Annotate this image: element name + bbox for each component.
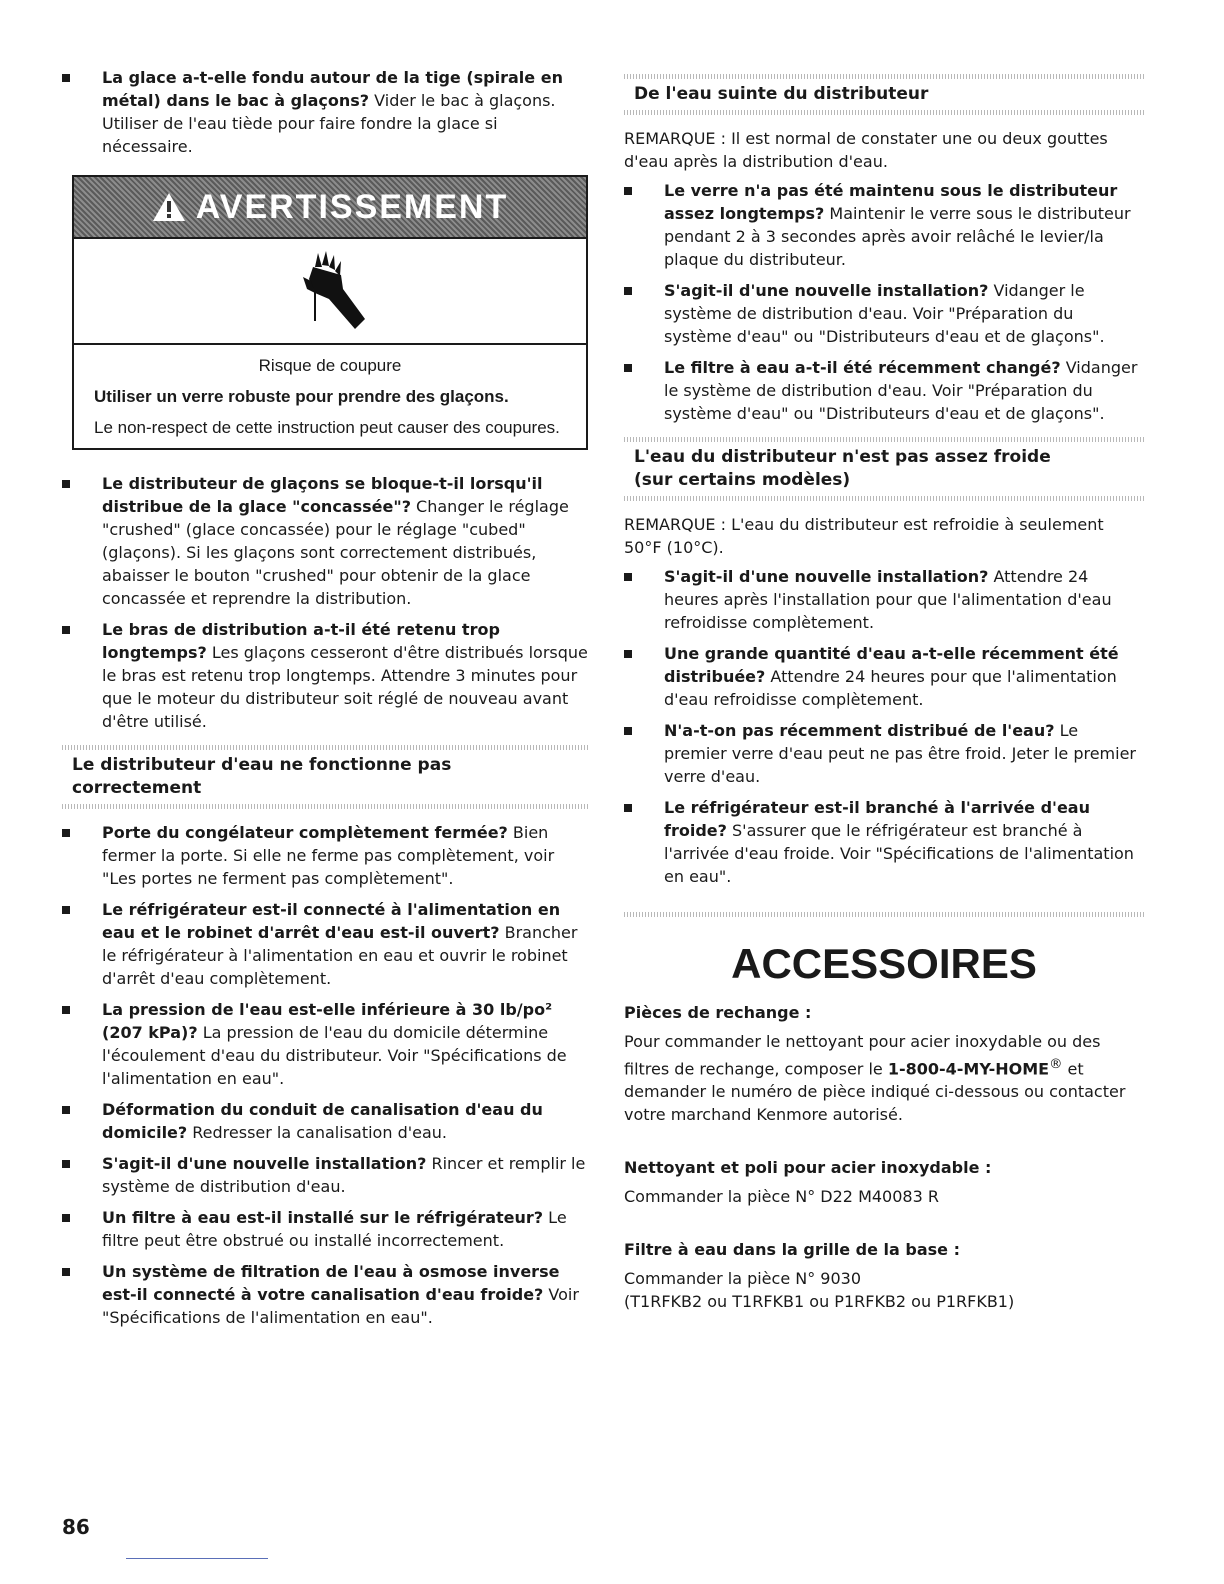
divider (62, 804, 588, 809)
warning-risk: Risque de coupure (258, 356, 402, 375)
list-item: Un système de filtration de l'eau à osmose inverse est-il connecté à votre canalisation d'eau froide? Voir "Spécifications de l'alimentation en eau". (62, 1260, 588, 1329)
filter-heading: Filtre à eau dans la grille de la base : (624, 1240, 960, 1260)
section-title: Le distributeur d'eau ne fonctionne pas correctement (72, 755, 452, 798)
left-column (62, 66, 588, 1337)
warning-box (72, 175, 588, 450)
section-title: L'eau du distributeur n'est pas assez froide (sur certains modèles) (634, 447, 1051, 490)
section-header (624, 437, 1144, 501)
section-title: De l'eau suinte du distributeur (634, 84, 929, 104)
list-item: La pression de l'eau est-elle inférieure à 30 lb/po² (207 kPa)? La pression de l'eau du domicile détermine l'écoulement d'eau du distributeur. Voir "Spécifications de l'alimentation en eau". (62, 998, 588, 1090)
warning-title: AVERTISSEMENT (195, 187, 509, 226)
top-list (62, 66, 588, 158)
divider (624, 496, 1144, 501)
filter-text: Commander la pièce N° 9030 (T1RFKB2 ou T1RFKB1 ou P1RFKB2 ou P1RFKB1) (624, 1269, 1015, 1312)
cut-hand-icon (285, 249, 375, 333)
list-item: S'agit-il d'une nouvelle installation? Vidanger le système de distribution d'eau. Voir "Préparation du système d'eau" ou "Distributeurs d'eau et de glaçons". (624, 279, 1144, 348)
list-item: Le filtre à eau a-t-il été récemment changé? Vidanger le système de distribution d'eau. Voir "Préparation du système d'eau" ou "Distributeurs d'eau et de glaçons". (624, 356, 1144, 425)
warning-instruction: Utiliser un verre robuste pour prendre des glaçons. (94, 387, 509, 406)
footer-line (126, 1558, 268, 1559)
page-number: 86 (62, 1515, 90, 1539)
cut-hazard-pictogram (74, 237, 586, 345)
leak-list (624, 179, 1144, 425)
warning-banner (74, 177, 586, 237)
list-item: S'agit-il d'une nouvelle installation? Attendre 24 heures après l'installation pour que l'alimentation d'eau refroidisse complètement. (624, 565, 1144, 634)
list-item: N'a-t-on pas récemment distribué de l'eau? Le premier verre d'eau peut ne pas être froid. Jeter le premier verre d'eau. (624, 719, 1144, 788)
list-item: Une grande quantité d'eau a-t-elle récemment été distribuée? Attendre 24 heures pour que l'alimentation d'eau refroidisse complètement. (624, 642, 1144, 711)
right-column (624, 74, 1144, 1313)
divider (624, 912, 1144, 917)
list-item: La glace a-t-elle fondu autour de la tige (spirale en métal) dans le bac à glaçons? Vider le bac à glaçons. Utiliser de l'eau tiède pour faire fondre la glace si nécessaire. (62, 66, 588, 158)
cleaner-heading: Nettoyant et poli pour acier inoxydable : (624, 1158, 992, 1178)
warning-consequence: Le non-respect de cette instruction peut causer des coupures. (94, 418, 560, 437)
list-item: Un filtre à eau est-il installé sur le réfrigérateur? Le filtre peut être obstrué ou installé incorrectement. (62, 1206, 588, 1252)
parts-paragraph: Pour commander le nettoyant pour acier inoxydable ou des filtres de rechange, composer le 1-800-4-MY-HOME® et demander le numéro de pièce indiqué ci-dessous ou contacter votre marchand Kenmore autorisé. (624, 1032, 1126, 1125)
ice-list (62, 472, 588, 733)
warning-triangle-icon (152, 192, 186, 222)
divider (624, 110, 1144, 115)
list-item: Le réfrigérateur est-il connecté à l'alimentation en eau et le robinet d'arrêt d'eau est-il ouvert? Brancher le réfrigérateur à l'alimentation en eau et ouvrir le robinet d'arrêt d'eau complètement. (62, 898, 588, 990)
section-header (624, 74, 1144, 115)
list-item: Déformation du conduit de canalisation d'eau du domicile? Redresser la canalisation d'eau. (62, 1098, 588, 1144)
list-item: Le distributeur de glaçons se bloque-t-il lorsqu'il distribue de la glace "concassée"? Changer le réglage "crushed" (glace concassée) pour le réglage "cubed" (glaçons). Si les glaçons sont correctement distribués, abaisser le bouton "crushed" pour obtenir de la glace concassée et reprendre la distribution. (62, 472, 588, 610)
list-item: Porte du congélateur complètement fermée? Bien fermer la porte. Si elle ne ferme pas complètement, voir "Les portes ne ferment pas complètement". (62, 821, 588, 890)
section-header (62, 745, 588, 809)
water-dispenser-list (62, 821, 588, 1329)
phone-number: 1-800-4-MY-HOME (887, 1059, 1050, 1079)
warning-body (74, 345, 586, 448)
list-item: Le bras de distribution a-t-il été retenu trop longtemps? Les glaçons cesseront d'être distribués lorsque le bras est retenu trop longtemps. Attendre 3 minutes pour que le moteur du distributeur soit réglé de nouveau avant d'être utilisé. (62, 618, 588, 733)
note: REMARQUE : L'eau du distributeur est refroidie à seulement 50°F (10°C). (624, 515, 1104, 557)
list-item: Le réfrigérateur est-il branché à l'arrivée d'eau froide? S'assurer que le réfrigérateur est branché à l'arrivée d'eau froide. Voir "Spécifications de l'alimentation en eau". (624, 796, 1144, 888)
accessories-title: ACCESSOIRES (731, 940, 1037, 987)
list-item: S'agit-il d'une nouvelle installation? Rincer et remplir le système de distribution d'eau. (62, 1152, 588, 1198)
list-item: Le verre n'a pas été maintenu sous le distributeur assez longtemps? Maintenir le verre sous le distributeur pendant 2 à 3 secondes après avoir relâché le levier/la plaque du distributeur. (624, 179, 1144, 271)
cleaner-text: Commander la pièce N° D22 M40083 R (624, 1187, 939, 1207)
note: REMARQUE : Il est normal de constater une ou deux gouttes d'eau après la distribution d'eau. (624, 129, 1108, 171)
parts-heading: Pièces de rechange : (624, 1003, 812, 1022)
cold-water-list (624, 565, 1144, 888)
